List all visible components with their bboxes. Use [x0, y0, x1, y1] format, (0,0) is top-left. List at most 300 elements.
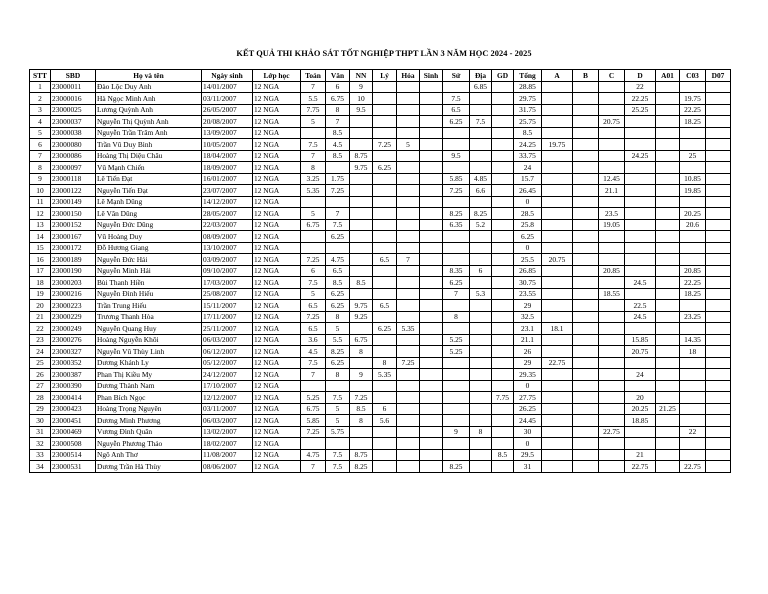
table-cell: 26: [514, 346, 542, 358]
table-cell: 8.25: [326, 346, 350, 358]
table-cell: 23.55: [514, 288, 542, 300]
table-cell: [373, 311, 397, 323]
table-cell: [573, 150, 599, 162]
table-cell: [326, 196, 350, 208]
table-cell: [542, 461, 573, 473]
table-cell: [373, 127, 397, 139]
table-cell: 7.5: [470, 116, 492, 128]
table-cell: Nguyễn Phương Thảo: [96, 438, 202, 450]
table-cell: 8.25: [470, 208, 492, 220]
table-cell: [542, 426, 573, 438]
table-cell: 12 NGA: [253, 104, 301, 116]
table-cell: [573, 380, 599, 392]
table-cell: 15: [30, 242, 51, 254]
table-cell: 1.75: [326, 173, 350, 185]
table-cell: [599, 334, 625, 346]
table-cell: 08/06/2007: [202, 461, 253, 473]
table-cell: 12 NGA: [253, 415, 301, 427]
table-cell: [470, 242, 492, 254]
table-cell: [420, 242, 443, 254]
table-cell: 22: [625, 81, 656, 93]
table-cell: 12 NGA: [253, 81, 301, 93]
table-cell: 22.75: [680, 461, 706, 473]
table-row: [30, 323, 731, 335]
table-cell: [573, 219, 599, 231]
table-cell: 7.75: [301, 104, 326, 116]
table-cell: [542, 265, 573, 277]
table-cell: 31.75: [514, 104, 542, 116]
table-cell: [573, 438, 599, 450]
table-cell: [706, 415, 731, 427]
table-cell: 6.5: [301, 300, 326, 312]
table-cell: Lê Tiến Đạt: [96, 173, 202, 185]
table-cell: [573, 334, 599, 346]
table-cell: 4.75: [301, 449, 326, 461]
table-cell: 8.5: [350, 277, 373, 289]
table-cell: [573, 288, 599, 300]
table-cell: [680, 254, 706, 266]
column-header: Toán: [301, 70, 326, 82]
table-cell: [420, 196, 443, 208]
table-cell: [350, 127, 373, 139]
table-cell: [573, 116, 599, 128]
table-cell: 8: [30, 162, 51, 174]
table-cell: 6.5: [443, 104, 470, 116]
table-cell: [492, 185, 514, 197]
table-cell: [470, 403, 492, 415]
table-cell: [420, 127, 443, 139]
table-cell: 23000249: [51, 323, 96, 335]
table-cell: [542, 93, 573, 105]
table-cell: [420, 104, 443, 116]
table-cell: Vương Đình Quân: [96, 426, 202, 438]
table-cell: [373, 116, 397, 128]
table-cell: 5: [326, 323, 350, 335]
table-cell: [706, 300, 731, 312]
table-cell: [680, 438, 706, 450]
table-cell: 13/02/2007: [202, 426, 253, 438]
table-cell: [470, 311, 492, 323]
table-cell: 26.25: [514, 403, 542, 415]
table-cell: 32.5: [514, 311, 542, 323]
table-cell: 7.5: [326, 461, 350, 473]
table-cell: 12 NGA: [253, 392, 301, 404]
table-cell: 12 NGA: [253, 150, 301, 162]
table-cell: 0: [514, 438, 542, 450]
table-cell: 7.5: [326, 449, 350, 461]
table-cell: 7.5: [326, 392, 350, 404]
column-header: Sinh: [420, 70, 443, 82]
table-cell: 28.5: [514, 208, 542, 220]
table-cell: 6.25: [326, 300, 350, 312]
table-cell: 12 NGA: [253, 116, 301, 128]
table-cell: 6.25: [443, 116, 470, 128]
table-cell: [373, 426, 397, 438]
table-cell: 23000327: [51, 346, 96, 358]
table-cell: [373, 449, 397, 461]
table-cell: [470, 127, 492, 139]
table-cell: 5.3: [470, 288, 492, 300]
table-cell: [706, 127, 731, 139]
table-cell: 12 NGA: [253, 426, 301, 438]
table-cell: 1: [30, 81, 51, 93]
table-cell: [599, 242, 625, 254]
table-cell: 22.75: [625, 461, 656, 473]
table-cell: 19.05: [599, 219, 625, 231]
table-cell: 17/03/2007: [202, 277, 253, 289]
table-cell: [542, 415, 573, 427]
table-cell: 31: [30, 426, 51, 438]
table-row: [30, 242, 731, 254]
table-cell: Hoàng Thị Diệu Châu: [96, 150, 202, 162]
table-cell: 14/01/2007: [202, 81, 253, 93]
column-header: GD: [492, 70, 514, 82]
table-cell: [656, 369, 680, 381]
table-cell: [350, 208, 373, 220]
table-cell: [492, 288, 514, 300]
table-cell: 9.75: [350, 162, 373, 174]
table-cell: [573, 104, 599, 116]
table-cell: 4.5: [301, 346, 326, 358]
table-cell: [492, 380, 514, 392]
table-cell: [492, 139, 514, 151]
table-cell: 5: [301, 288, 326, 300]
table-cell: 12 NGA: [253, 438, 301, 450]
table-cell: 23000011: [51, 81, 96, 93]
table-cell: 11: [30, 196, 51, 208]
table-cell: [625, 426, 656, 438]
table-cell: [443, 323, 470, 335]
table-cell: [301, 438, 326, 450]
table-cell: [443, 380, 470, 392]
table-cell: Vũ Mạnh Chiến: [96, 162, 202, 174]
table-cell: 18.25: [680, 116, 706, 128]
table-cell: [373, 150, 397, 162]
table-cell: [706, 449, 731, 461]
table-cell: [373, 265, 397, 277]
table-cell: Nguyễn Minh Hải: [96, 265, 202, 277]
table-cell: [301, 242, 326, 254]
table-cell: [420, 93, 443, 105]
table-cell: [706, 173, 731, 185]
table-cell: 20.85: [599, 265, 625, 277]
table-cell: 0: [514, 196, 542, 208]
table-cell: [470, 449, 492, 461]
table-cell: 23.25: [680, 311, 706, 323]
table-cell: [420, 219, 443, 231]
table-cell: 20: [625, 392, 656, 404]
table-cell: 23000514: [51, 449, 96, 461]
table-cell: [420, 392, 443, 404]
table-cell: 20.75: [599, 116, 625, 128]
table-cell: 25/11/2007: [202, 323, 253, 335]
table-cell: 23000167: [51, 231, 96, 243]
table-cell: 12 NGA: [253, 300, 301, 312]
table-row: [30, 196, 731, 208]
table-cell: 7: [326, 116, 350, 128]
table-row: [30, 438, 731, 450]
table-cell: Vũ Hoàng Duy: [96, 231, 202, 243]
table-cell: [680, 162, 706, 174]
table-cell: 6.5: [301, 323, 326, 335]
table-row: [30, 127, 731, 139]
table-cell: 7.75: [492, 392, 514, 404]
table-cell: [542, 403, 573, 415]
table-cell: 29: [514, 300, 542, 312]
table-cell: [599, 139, 625, 151]
table-row: [30, 449, 731, 461]
table-cell: [706, 81, 731, 93]
table-cell: [470, 369, 492, 381]
table-cell: 8.25: [443, 461, 470, 473]
table-cell: [680, 369, 706, 381]
table-cell: [573, 403, 599, 415]
table-cell: [397, 93, 420, 105]
table-cell: 23000390: [51, 380, 96, 392]
table-cell: 12 NGA: [253, 346, 301, 358]
table-cell: 23000118: [51, 173, 96, 185]
table-cell: [625, 242, 656, 254]
table-cell: 18.1: [542, 323, 573, 335]
table-cell: 2: [30, 93, 51, 105]
table-cell: [625, 116, 656, 128]
table-cell: 23000423: [51, 403, 96, 415]
table-cell: [420, 415, 443, 427]
table-cell: 24.5: [625, 277, 656, 289]
table-cell: 5: [301, 208, 326, 220]
table-cell: [420, 116, 443, 128]
table-cell: 25/08/2007: [202, 288, 253, 300]
table-cell: 22.5: [625, 300, 656, 312]
table-cell: 5.6: [373, 415, 397, 427]
table-cell: [443, 231, 470, 243]
table-cell: [492, 231, 514, 243]
table-cell: Nguyễn Đình Hiếu: [96, 288, 202, 300]
column-header: Văn: [326, 70, 350, 82]
table-cell: 15.85: [625, 334, 656, 346]
table-cell: [420, 81, 443, 93]
table-cell: [373, 81, 397, 93]
table-cell: 12 NGA: [253, 380, 301, 392]
table-cell: 12 NGA: [253, 254, 301, 266]
column-header: D07: [706, 70, 731, 82]
table-cell: [397, 415, 420, 427]
table-cell: [706, 196, 731, 208]
table-cell: [656, 438, 680, 450]
table-cell: 6.25: [326, 288, 350, 300]
table-cell: 29.75: [514, 93, 542, 105]
table-cell: 23000223: [51, 300, 96, 312]
table-cell: [492, 150, 514, 162]
table-cell: 6: [326, 81, 350, 93]
table-cell: [470, 380, 492, 392]
table-cell: 14/12/2007: [202, 196, 253, 208]
table-cell: [373, 173, 397, 185]
column-header: Ngày sinh: [202, 70, 253, 82]
table-cell: 20: [30, 300, 51, 312]
table-cell: [420, 185, 443, 197]
table-cell: [542, 162, 573, 174]
table-cell: 16/01/2007: [202, 173, 253, 185]
table-cell: [680, 81, 706, 93]
table-cell: [492, 93, 514, 105]
page-title: KẾT QUẢ THI KHẢO SÁT TỐT NGHIỆP THPT LẦN 3 NĂM HỌC 2024 - 2025: [236, 49, 532, 58]
table-cell: [542, 231, 573, 243]
table-cell: [350, 323, 373, 335]
table-cell: 25.75: [514, 116, 542, 128]
table-row: [30, 311, 731, 323]
table-cell: [656, 300, 680, 312]
table-cell: [492, 208, 514, 220]
table-cell: [542, 219, 573, 231]
table-cell: 23000276: [51, 334, 96, 346]
table-cell: [443, 139, 470, 151]
table-cell: [599, 323, 625, 335]
table-cell: [397, 127, 420, 139]
table-cell: 20.25: [680, 208, 706, 220]
column-header: Lý: [373, 70, 397, 82]
table-cell: [656, 231, 680, 243]
table-cell: 20.25: [625, 403, 656, 415]
table-cell: [599, 93, 625, 105]
table-cell: [625, 438, 656, 450]
table-cell: [599, 415, 625, 427]
column-header: D: [625, 70, 656, 82]
table-cell: [656, 380, 680, 392]
table-cell: [373, 231, 397, 243]
table-cell: [420, 288, 443, 300]
table-cell: 23000150: [51, 208, 96, 220]
table-cell: [470, 461, 492, 473]
table-cell: [656, 104, 680, 116]
table-cell: [350, 242, 373, 254]
table-cell: 12 NGA: [253, 277, 301, 289]
table-cell: 8.75: [350, 150, 373, 162]
table-cell: 27: [30, 380, 51, 392]
table-cell: [470, 300, 492, 312]
table-cell: [706, 162, 731, 174]
table-cell: [350, 173, 373, 185]
table-cell: 17: [30, 265, 51, 277]
table-cell: [301, 231, 326, 243]
table-cell: [599, 104, 625, 116]
table-cell: 7: [301, 150, 326, 162]
table-cell: 6: [373, 403, 397, 415]
table-cell: 09/10/2007: [202, 265, 253, 277]
table-cell: 7: [301, 461, 326, 473]
table-cell: [680, 300, 706, 312]
table-cell: 8: [326, 311, 350, 323]
table-cell: 6.25: [326, 357, 350, 369]
table-row: [30, 231, 731, 243]
table-cell: 10: [350, 93, 373, 105]
table-cell: [625, 139, 656, 151]
table-cell: [470, 139, 492, 151]
table-cell: 6: [30, 139, 51, 151]
table-cell: [599, 346, 625, 358]
table-cell: [573, 208, 599, 220]
table-cell: [656, 173, 680, 185]
table-cell: 3: [30, 104, 51, 116]
table-cell: 8.5: [514, 127, 542, 139]
table-cell: [599, 231, 625, 243]
table-cell: [443, 415, 470, 427]
table-row: [30, 185, 731, 197]
table-cell: 23000469: [51, 426, 96, 438]
table-cell: [373, 334, 397, 346]
table-cell: 23000080: [51, 139, 96, 151]
table-cell: 22.75: [542, 357, 573, 369]
table-cell: 5: [301, 116, 326, 128]
table-cell: 24: [30, 346, 51, 358]
table-row: [30, 162, 731, 174]
table-cell: 6.75: [301, 219, 326, 231]
table-cell: [706, 116, 731, 128]
table-cell: [706, 139, 731, 151]
table-cell: 18: [680, 346, 706, 358]
table-cell: [625, 231, 656, 243]
table-cell: [397, 162, 420, 174]
table-cell: [443, 81, 470, 93]
table-cell: [326, 438, 350, 450]
table-cell: [542, 311, 573, 323]
table-cell: 8: [350, 346, 373, 358]
table-cell: 12 NGA: [253, 323, 301, 335]
table-cell: [492, 219, 514, 231]
table-cell: [470, 104, 492, 116]
table-cell: 06/12/2007: [202, 346, 253, 358]
table-cell: 23000387: [51, 369, 96, 381]
table-cell: [443, 196, 470, 208]
column-header: Hóa: [397, 70, 420, 82]
table-cell: [706, 323, 731, 335]
table-cell: [625, 185, 656, 197]
table-cell: [397, 265, 420, 277]
table-cell: 5.85: [443, 173, 470, 185]
table-cell: [492, 369, 514, 381]
table-cell: [656, 254, 680, 266]
table-cell: 6: [470, 265, 492, 277]
table-cell: 28.85: [514, 81, 542, 93]
table-cell: [492, 81, 514, 93]
table-cell: [656, 392, 680, 404]
table-cell: [420, 334, 443, 346]
table-cell: 06/03/2007: [202, 415, 253, 427]
table-cell: [492, 104, 514, 116]
table-cell: [443, 369, 470, 381]
table-cell: 5: [30, 127, 51, 139]
table-cell: [420, 231, 443, 243]
table-row: [30, 380, 731, 392]
table-cell: [573, 196, 599, 208]
table-cell: 6.25: [326, 231, 350, 243]
table-cell: [706, 426, 731, 438]
table-cell: 23000414: [51, 392, 96, 404]
table-cell: [397, 438, 420, 450]
table-cell: 7: [443, 288, 470, 300]
table-cell: [397, 104, 420, 116]
table-cell: Dương Thành Nam: [96, 380, 202, 392]
table-cell: 7: [326, 208, 350, 220]
table-cell: 30: [30, 415, 51, 427]
table-cell: [656, 150, 680, 162]
table-cell: [573, 392, 599, 404]
table-cell: [542, 104, 573, 116]
table-row: [30, 139, 731, 151]
table-cell: 8.25: [443, 208, 470, 220]
table-cell: [492, 461, 514, 473]
column-header: Sử: [443, 70, 470, 82]
